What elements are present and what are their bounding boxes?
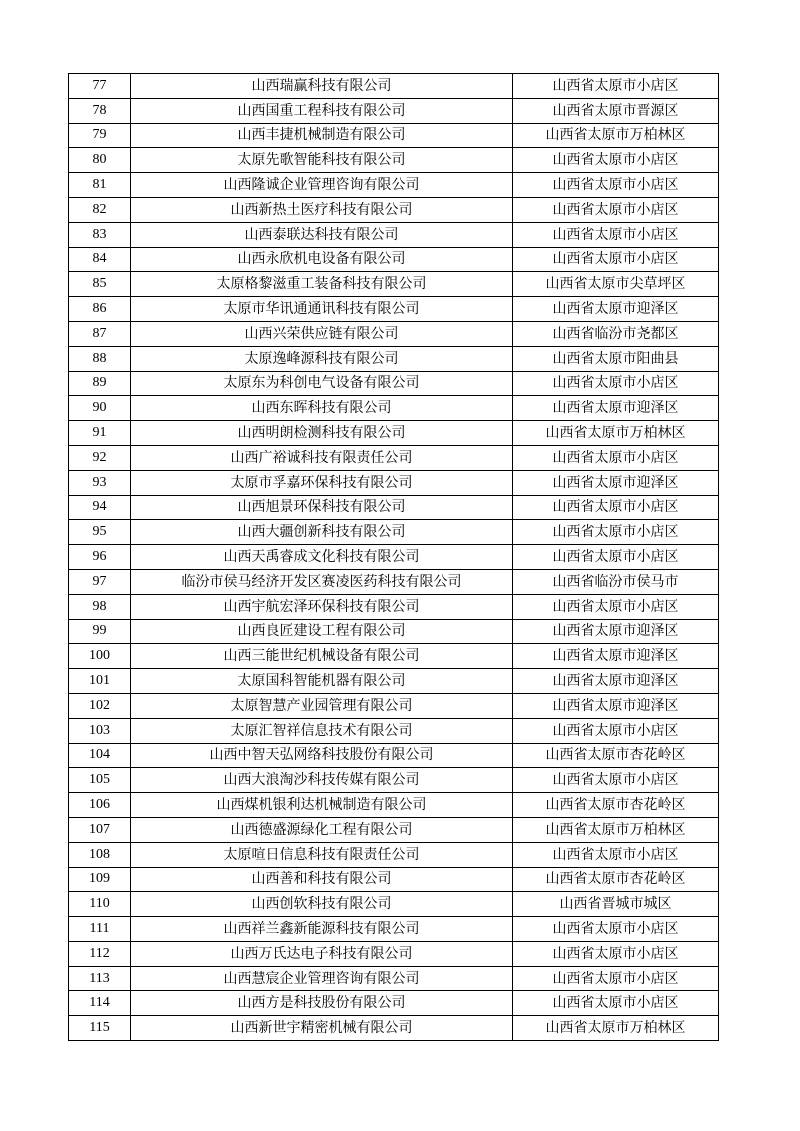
row-number-cell: 84 bbox=[69, 247, 131, 272]
company-name-cell: 太原市孚嘉环保科技有限公司 bbox=[131, 470, 513, 495]
address-cell: 山西省太原市迎泽区 bbox=[513, 644, 719, 669]
company-name-cell: 山西隆诚企业管理咨询有限公司 bbox=[131, 173, 513, 198]
table-row bbox=[69, 842, 719, 867]
company-name-cell: 山西慧宸企业管理咨询有限公司 bbox=[131, 966, 513, 991]
row-number-cell: 93 bbox=[69, 470, 131, 495]
row-number-cell: 104 bbox=[69, 743, 131, 768]
company-name-cell: 山西明朗检测科技有限公司 bbox=[131, 421, 513, 446]
table-row bbox=[69, 495, 719, 520]
table-row bbox=[69, 619, 719, 644]
company-name-cell: 山西德盛源绿化工程有限公司 bbox=[131, 817, 513, 842]
company-name-cell: 山西天禹睿成文化科技有限公司 bbox=[131, 545, 513, 570]
table-row bbox=[69, 941, 719, 966]
company-name-cell: 山西瑞赢科技有限公司 bbox=[131, 74, 513, 99]
company-name-cell: 山西三能世纪机械设备有限公司 bbox=[131, 644, 513, 669]
company-name-cell: 太原汇智祥信息技术有限公司 bbox=[131, 718, 513, 743]
row-number-cell: 88 bbox=[69, 346, 131, 371]
table-row bbox=[69, 173, 719, 198]
company-name-cell: 山西国重工程科技有限公司 bbox=[131, 98, 513, 123]
address-cell: 山西省太原市迎泽区 bbox=[513, 470, 719, 495]
company-name-cell: 太原东为科创电气设备有限公司 bbox=[131, 371, 513, 396]
row-number-cell: 82 bbox=[69, 197, 131, 222]
address-cell: 山西省太原市小店区 bbox=[513, 445, 719, 470]
address-cell: 山西省太原市小店区 bbox=[513, 74, 719, 99]
table-row bbox=[69, 966, 719, 991]
address-cell: 山西省临汾市尧都区 bbox=[513, 321, 719, 346]
address-cell: 山西省太原市迎泽区 bbox=[513, 669, 719, 694]
company-name-cell: 山西旭景环保科技有限公司 bbox=[131, 495, 513, 520]
table-row bbox=[69, 718, 719, 743]
company-name-cell: 太原先歌智能科技有限公司 bbox=[131, 148, 513, 173]
row-number-cell: 79 bbox=[69, 123, 131, 148]
address-cell: 山西省太原市小店区 bbox=[513, 545, 719, 570]
row-number-cell: 107 bbox=[69, 817, 131, 842]
row-number-cell: 99 bbox=[69, 619, 131, 644]
table-row bbox=[69, 594, 719, 619]
company-name-cell: 山西泰联达科技有限公司 bbox=[131, 222, 513, 247]
company-name-cell: 山西宇航宏泽环保科技有限公司 bbox=[131, 594, 513, 619]
address-cell: 山西省太原市小店区 bbox=[513, 941, 719, 966]
table-row bbox=[69, 247, 719, 272]
table-row bbox=[69, 123, 719, 148]
address-cell: 山西省太原市小店区 bbox=[513, 991, 719, 1016]
table-row bbox=[69, 545, 719, 570]
address-cell: 山西省太原市迎泽区 bbox=[513, 619, 719, 644]
address-cell: 山西省太原市小店区 bbox=[513, 718, 719, 743]
row-number-cell: 77 bbox=[69, 74, 131, 99]
address-cell: 山西省临汾市侯马市 bbox=[513, 569, 719, 594]
company-name-cell: 山西新世宇精密机械有限公司 bbox=[131, 1016, 513, 1041]
row-number-cell: 83 bbox=[69, 222, 131, 247]
table-row bbox=[69, 222, 719, 247]
row-number-cell: 92 bbox=[69, 445, 131, 470]
row-number-cell: 97 bbox=[69, 569, 131, 594]
table-row bbox=[69, 569, 719, 594]
row-number-cell: 96 bbox=[69, 545, 131, 570]
row-number-cell: 106 bbox=[69, 793, 131, 818]
company-name-cell: 山西中智天弘网络科技股份有限公司 bbox=[131, 743, 513, 768]
table-row bbox=[69, 396, 719, 421]
company-name-cell: 太原格黎滋重工装备科技有限公司 bbox=[131, 272, 513, 297]
table-row bbox=[69, 917, 719, 942]
table-row bbox=[69, 346, 719, 371]
row-number-cell: 90 bbox=[69, 396, 131, 421]
address-cell: 山西省太原市尖草坪区 bbox=[513, 272, 719, 297]
row-number-cell: 100 bbox=[69, 644, 131, 669]
address-cell: 山西省太原市万柏林区 bbox=[513, 421, 719, 446]
company-list-table-container bbox=[68, 73, 718, 1041]
company-name-cell: 山西煤机银利达机械制造有限公司 bbox=[131, 793, 513, 818]
row-number-cell: 102 bbox=[69, 693, 131, 718]
company-name-cell: 山西永欣机电设备有限公司 bbox=[131, 247, 513, 272]
table-row bbox=[69, 817, 719, 842]
row-number-cell: 87 bbox=[69, 321, 131, 346]
address-cell: 山西省太原市小店区 bbox=[513, 247, 719, 272]
table-row bbox=[69, 644, 719, 669]
company-name-cell: 山西善和科技有限公司 bbox=[131, 867, 513, 892]
company-name-cell: 太原智慧产业园管理有限公司 bbox=[131, 693, 513, 718]
row-number-cell: 115 bbox=[69, 1016, 131, 1041]
company-name-cell: 山西新热土医疗科技有限公司 bbox=[131, 197, 513, 222]
company-name-cell: 山西方是科技股份有限公司 bbox=[131, 991, 513, 1016]
address-cell: 山西省太原市迎泽区 bbox=[513, 396, 719, 421]
address-cell: 山西省太原市小店区 bbox=[513, 917, 719, 942]
table-row bbox=[69, 321, 719, 346]
address-cell: 山西省太原市小店区 bbox=[513, 371, 719, 396]
row-number-cell: 113 bbox=[69, 966, 131, 991]
row-number-cell: 114 bbox=[69, 991, 131, 1016]
row-number-cell: 111 bbox=[69, 917, 131, 942]
address-cell: 山西省太原市万柏林区 bbox=[513, 1016, 719, 1041]
row-number-cell: 95 bbox=[69, 520, 131, 545]
address-cell: 山西省晋城市城区 bbox=[513, 892, 719, 917]
address-cell: 山西省太原市杏花岭区 bbox=[513, 867, 719, 892]
table-row bbox=[69, 768, 719, 793]
company-name-cell: 太原逸峰源科技有限公司 bbox=[131, 346, 513, 371]
row-number-cell: 94 bbox=[69, 495, 131, 520]
company-name-cell: 山西兴荣供应链有限公司 bbox=[131, 321, 513, 346]
table-row bbox=[69, 867, 719, 892]
row-number-cell: 80 bbox=[69, 148, 131, 173]
company-list-table bbox=[68, 73, 719, 1041]
table-row bbox=[69, 520, 719, 545]
row-number-cell: 105 bbox=[69, 768, 131, 793]
address-cell: 山西省太原市小店区 bbox=[513, 966, 719, 991]
table-row bbox=[69, 445, 719, 470]
address-cell: 山西省太原市小店区 bbox=[513, 768, 719, 793]
address-cell: 山西省太原市迎泽区 bbox=[513, 297, 719, 322]
row-number-cell: 108 bbox=[69, 842, 131, 867]
address-cell: 山西省太原市万柏林区 bbox=[513, 817, 719, 842]
company-name-cell: 山西祥兰鑫新能源科技有限公司 bbox=[131, 917, 513, 942]
table-body bbox=[69, 74, 719, 1041]
address-cell: 山西省太原市小店区 bbox=[513, 842, 719, 867]
address-cell: 山西省太原市迎泽区 bbox=[513, 693, 719, 718]
company-name-cell: 太原国科智能机器有限公司 bbox=[131, 669, 513, 694]
address-cell: 山西省太原市小店区 bbox=[513, 173, 719, 198]
address-cell: 山西省太原市阳曲县 bbox=[513, 346, 719, 371]
row-number-cell: 98 bbox=[69, 594, 131, 619]
row-number-cell: 112 bbox=[69, 941, 131, 966]
row-number-cell: 110 bbox=[69, 892, 131, 917]
table-row bbox=[69, 272, 719, 297]
company-name-cell: 山西良匠建设工程有限公司 bbox=[131, 619, 513, 644]
table-row bbox=[69, 74, 719, 99]
company-name-cell: 山西大浪淘沙科技传媒有限公司 bbox=[131, 768, 513, 793]
table-row bbox=[69, 197, 719, 222]
table-row bbox=[69, 297, 719, 322]
company-name-cell: 山西大疆创新科技有限公司 bbox=[131, 520, 513, 545]
row-number-cell: 101 bbox=[69, 669, 131, 694]
company-name-cell: 山西万氏达电子科技有限公司 bbox=[131, 941, 513, 966]
row-number-cell: 86 bbox=[69, 297, 131, 322]
address-cell: 山西省太原市万柏林区 bbox=[513, 123, 719, 148]
table-row bbox=[69, 793, 719, 818]
table-row bbox=[69, 669, 719, 694]
company-name-cell: 山西创软科技有限公司 bbox=[131, 892, 513, 917]
table-row bbox=[69, 743, 719, 768]
company-name-cell: 临汾市侯马经济开发区赛凌医药科技有限公司 bbox=[131, 569, 513, 594]
table-row bbox=[69, 991, 719, 1016]
address-cell: 山西省太原市小店区 bbox=[513, 495, 719, 520]
row-number-cell: 85 bbox=[69, 272, 131, 297]
address-cell: 山西省太原市小店区 bbox=[513, 148, 719, 173]
table-row bbox=[69, 470, 719, 495]
company-name-cell: 山西东晖科技有限公司 bbox=[131, 396, 513, 421]
table-row bbox=[69, 421, 719, 446]
address-cell: 山西省太原市小店区 bbox=[513, 594, 719, 619]
company-name-cell: 太原市华讯通通讯科技有限公司 bbox=[131, 297, 513, 322]
address-cell: 山西省太原市杏花岭区 bbox=[513, 743, 719, 768]
table-row bbox=[69, 148, 719, 173]
row-number-cell: 89 bbox=[69, 371, 131, 396]
row-number-cell: 91 bbox=[69, 421, 131, 446]
address-cell: 山西省太原市小店区 bbox=[513, 197, 719, 222]
row-number-cell: 81 bbox=[69, 173, 131, 198]
table-row bbox=[69, 1016, 719, 1041]
address-cell: 山西省太原市小店区 bbox=[513, 520, 719, 545]
company-name-cell: 山西丰捷机械制造有限公司 bbox=[131, 123, 513, 148]
table-row bbox=[69, 693, 719, 718]
address-cell: 山西省太原市杏花岭区 bbox=[513, 793, 719, 818]
company-name-cell: 山西广裕诚科技有限责任公司 bbox=[131, 445, 513, 470]
table-row bbox=[69, 98, 719, 123]
row-number-cell: 78 bbox=[69, 98, 131, 123]
address-cell: 山西省太原市晋源区 bbox=[513, 98, 719, 123]
table-row bbox=[69, 892, 719, 917]
row-number-cell: 109 bbox=[69, 867, 131, 892]
company-name-cell: 太原喧日信息科技有限责任公司 bbox=[131, 842, 513, 867]
table-row bbox=[69, 371, 719, 396]
address-cell: 山西省太原市小店区 bbox=[513, 222, 719, 247]
row-number-cell: 103 bbox=[69, 718, 131, 743]
